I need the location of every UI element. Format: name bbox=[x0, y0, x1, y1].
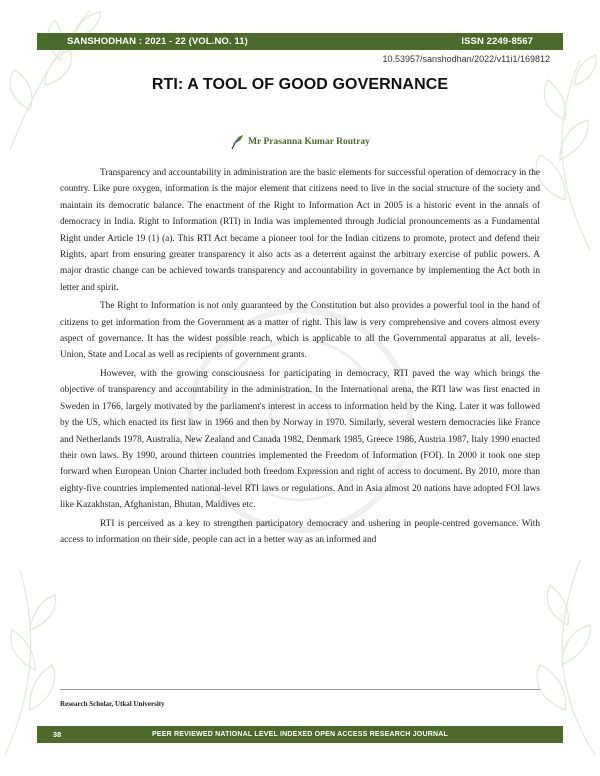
doi: 10.53957/sanshodhan/2022/v11i1/169812 bbox=[382, 54, 550, 64]
journal-header-bar bbox=[37, 33, 563, 50]
paragraph: Transparency and accountability in administration are the basic elements for successful operation of democracy in the country. Like pure oxygen, information is the major element that citizens need to live in the social structure of the society and maintain its democratic balance. The enactment of the Right to Information Act in 2005 is a historic event in the annals of democracy in India. Right to Information (RTI) in India was implemented through Judicial pronouncements as a Fundamental Right under Article 19 (1) (a). This RTI Act became a pioneer tool for the Indian citizens to promote, protect and defend their Rights, apart from ensuring greater transparency it also acts as a deterrent against the arbitrary exercise of public powers. A major drastic change can be achieved towards transparency and accountability in governance by implementing the Act both in letter and spirit. bbox=[60, 168, 540, 293]
paragraph: However, with the growing consciousness for participating in democracy, RTI paved the way which brings the objective of transparency and accountability in the administration. In the International arena, the RTI law was first enacted in Sweden in 1766, largely motivated by the parliament's interest in access to information held by the King. Later it was followed by the US, which enacted its first law in 1966 and then by Norway in 1970. Similarly, several western democracies like France and Netherlands 1978, Australia, New Zealand and Canada 1982, Denmark 1985, Greece 1986, Austria 1987, Italy 1990 enacted their own laws. By 1990, around thirteen countries implemented the Freedom of Information (FOI). In 2000 it took one step forward when European Union Charter included both freedom Expression and right of access to document. By 2010, more than eighty-five countries implemented national-level RTI laws or regulations. And in Asia almost 20 nations have adopted FOI laws like Kazakhstan, Afghanistan, Bhutan, Maldives etc. bbox=[60, 368, 540, 511]
journal-name: SANSHODHAN : 2021 - 22 (VOL.NO. 11) bbox=[67, 36, 248, 47]
footer-journal-description: PEER REVIEWED NATIONAL LEVEL INDEXED OPEN ACCESS RESEARCH JOURNAL bbox=[152, 731, 448, 738]
author-name: Mr Prasanna Kumar Routray bbox=[248, 137, 370, 147]
article-title: RTI: A TOOL OF GOOD GOVERNANCE bbox=[151, 76, 449, 93]
page-number: 38 bbox=[52, 730, 62, 739]
paragraph: RTI is perceived as a key to strengthen participatory democracy and ushering in people-centred governance. With access to information on their side, people can act in a better way as an informed and bbox=[60, 518, 540, 545]
journal-footer-bar bbox=[37, 726, 563, 743]
quill-pen-icon bbox=[230, 134, 244, 150]
footnote-divider bbox=[60, 689, 540, 690]
issn: ISSN 2249-8567 bbox=[461, 36, 533, 47]
author-footnote: Research Scholar, Utkal University bbox=[60, 700, 165, 708]
article-body bbox=[60, 165, 540, 548]
paragraph: The Right to Information is not only guaranteed by the Constitution but also provides a powerful tool in the hand of citizens to get information from the Government as a matter of right. This law is very comprehensive and covers almost every aspect of governance. It has the widest possible reach, which is applicable to all the Governmental apparatus at all, levels- Union, State and Local as well as recipients of government grants. bbox=[60, 301, 540, 361]
author-line bbox=[0, 134, 600, 150]
